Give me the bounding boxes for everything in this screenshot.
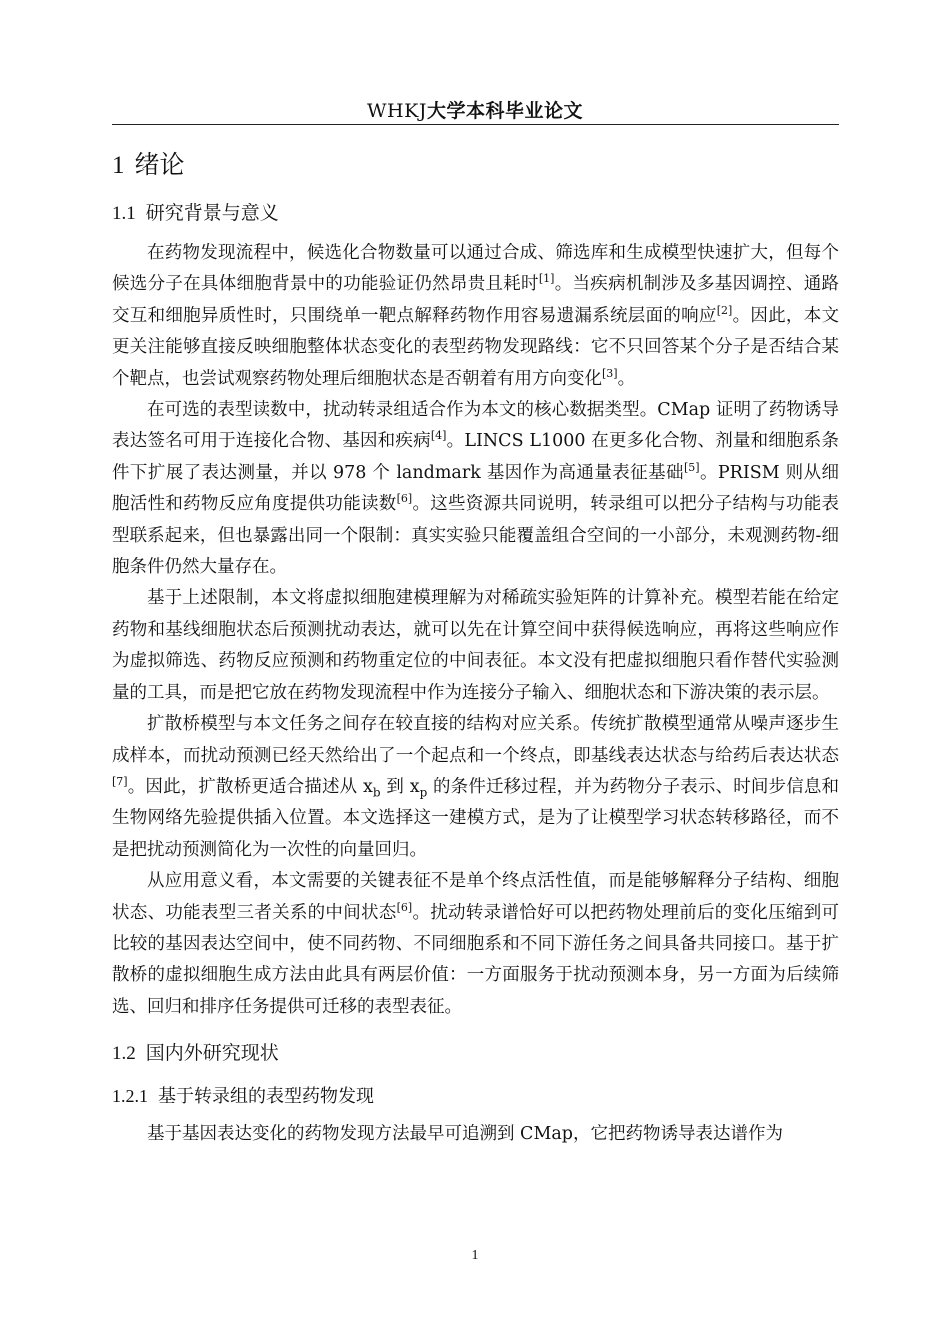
text-run: 。扰动转录谱恰好可以把药物处理前后的变化压缩到可比较的基因表达空间中，使不同药物、不同细胞系和不同下游任务之间具备共同接口。基于扩散桥的虚拟细胞生成方法由此具有两层价值：一方面服务于扰动预测本身，另一方面为后续筛选、回归和排序任务提供可迁移的表型表征。 (112, 902, 839, 1017)
header-rule (112, 124, 839, 125)
text-run: 。当疾病机制涉及多基因调控、通路交互和细胞异质性时，只围绕单一靶点解释药物作用容易遗漏系统层面的响应 (112, 274, 839, 326)
section-number: 1.1 (112, 203, 136, 224)
text-run: 。因此，扩散桥更适合描述从 x (127, 776, 373, 797)
chapter-heading (112, 148, 839, 183)
section-number: 1.2 (112, 1043, 136, 1065)
paragraph-4 (112, 709, 839, 866)
citation: [6] (396, 492, 413, 506)
citation: [2] (716, 303, 733, 317)
section-title: 国内外研究现状 (145, 1042, 279, 1065)
paragraph-1 (112, 238, 839, 395)
citation: [5] (683, 461, 700, 475)
text-run: 在可选的表型读数中，扰动转录组适合作为本文的核心数据类型。CMap 证明了药物诱导表达签名可用于连接化合物、基因和疾病 (112, 400, 839, 452)
text-run: 扩散桥模型与本文任务之间存在较直接的结构对应关系。传统扩散模型通常从噪声逐步生成样本，而扰动预测已经天然给出了一个起点和一个终点，即基线表达状态与给药后表达状态 (112, 714, 839, 766)
text-run: 从应用意义看，本文需要的关键表征不是单个终点活性值，而是能够解释分子结构、细胞状态、功能表型三者关系的中间状态 (112, 871, 839, 923)
chapter-number: 1 (112, 152, 125, 179)
subsection-number: 1.2.1 (112, 1086, 148, 1107)
text-run: 的条件迁移过程，并为药物分子表示、时间步信息和生物网络先验提供插入位置。本文选择这一建模方式，是为了让模型学习状态转移路径，而不是把扰动预测简化为一次性的向量回归。 (112, 776, 840, 860)
subscript: p (419, 785, 428, 800)
body-content (112, 140, 839, 1151)
text-run: 在药物发现流程中，候选化合物数量可以通过合成、筛选库和生成模型快速扩大，但每个候选分子在具体细胞背景中的功能验证仍然昂贵且耗时 (112, 243, 839, 295)
section-heading-1-1 (112, 199, 839, 228)
paragraph-2 (112, 395, 839, 583)
running-header (112, 96, 838, 123)
citation: [1] (538, 272, 555, 286)
paragraph-3: 基于上述限制，本文将虚拟细胞建模理解为对稀疏实验矩阵的计算补充。模型若能在给定药物和基线细胞状态后预测扰动表达，就可以先在计算空间中获得候选响应，再将这些响应作为虚拟筛选、药物反应预测和药物重定位的中间表征。本文没有把虚拟细胞只看作替代实验测量的工具，而是把它放在药物发现流程中作为连接分子输入、细胞状态和下游决策的表示层。 (112, 588, 839, 703)
citation: [3] (602, 366, 618, 380)
subsection-title: 基于转录组的表型药物发现 (158, 1086, 374, 1108)
citation: [7] (112, 775, 128, 789)
section-heading-1-2 (112, 1039, 839, 1068)
page-number: 1 (471, 1248, 479, 1263)
text-run: 。 (617, 368, 636, 389)
subsection-heading-1-2-1 (112, 1082, 839, 1111)
text-run: 到 x (380, 776, 420, 797)
text-run: 。因此，本文更关注能够直接反映细胞整体状态变化的表型药物发现路线：它不只回答某个分子是否结合某个靶点，也尝试观察药物处理后细胞状态是否朝着有用方向变化 (112, 305, 840, 389)
paragraph-5 (112, 866, 839, 1023)
text-run: 。PRISM 则从细胞活性和药物反应角度提供功能读数 (112, 462, 839, 515)
chapter-title: 绪论 (134, 150, 185, 179)
citation: [4] (430, 429, 447, 443)
header-tail: 大学本科毕业论文 (426, 100, 583, 122)
header-main: WHKJ (367, 100, 427, 122)
subscript: b (372, 785, 381, 800)
section-title: 研究背景与意义 (145, 202, 279, 224)
citation: [6] (396, 900, 413, 914)
paragraph-6: 基于基因表达变化的药物发现方法最早可追溯到 CMap，它把药物诱导表达谱作为 (147, 1124, 784, 1145)
text-run: 。LINCS L1000 在更多化合物、剂量和细胞系条件下扩展了表达测量，并以 978 个 landmark 基因作为高通量表征基础 (112, 431, 840, 483)
text-run: 。这些资源共同说明，转录组可以把分子结构与功能表型联系起来，但也暴露出同一个限制：真实实验只能覆盖组合空间的一小部分，未观测药物-细胞条件仍然大量存在。 (112, 494, 839, 578)
